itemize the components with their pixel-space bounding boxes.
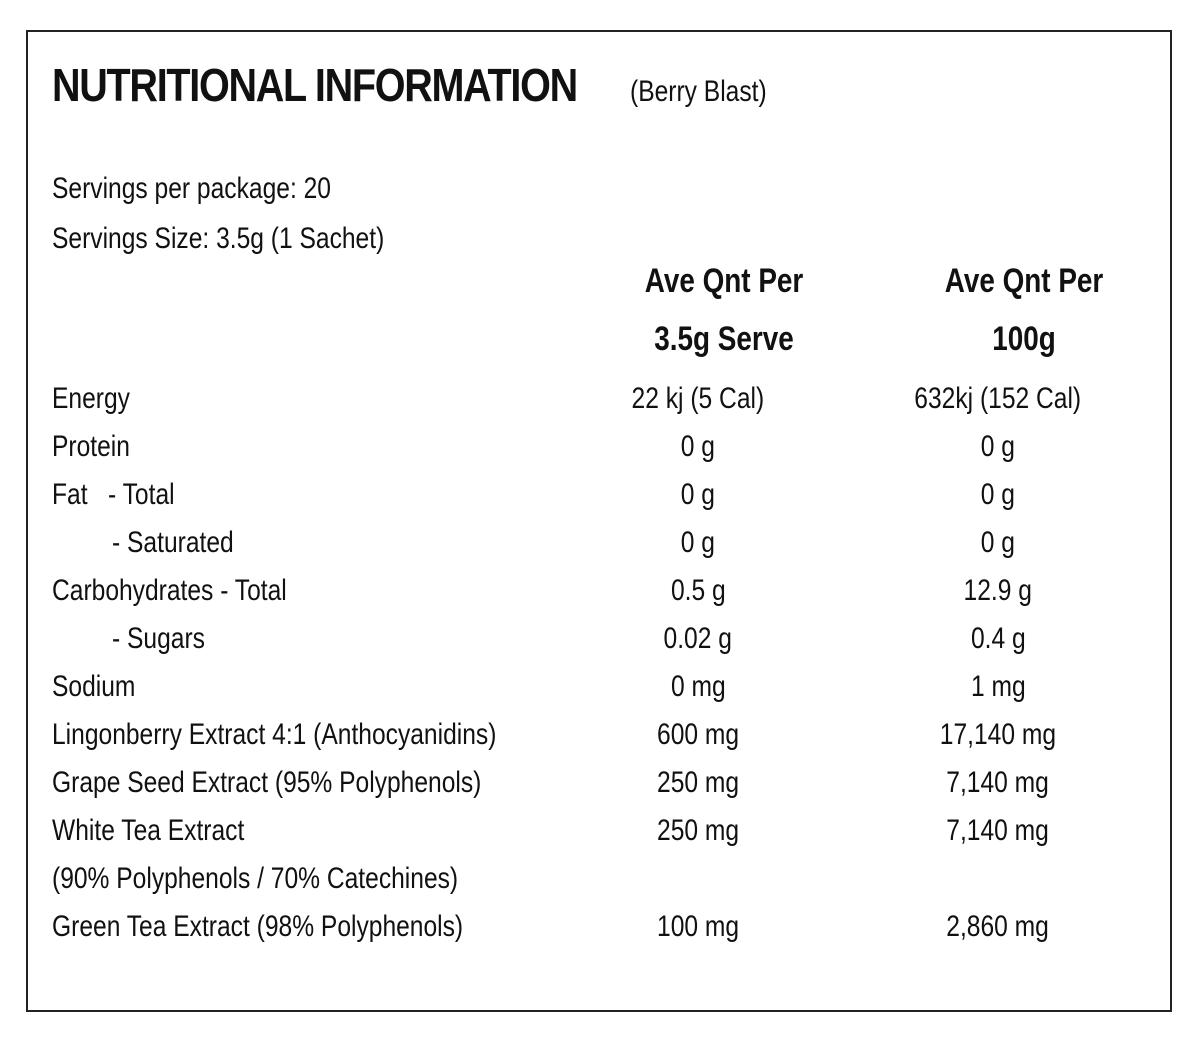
per-serve-value: 250 mg [656,766,740,799]
table-row [52,670,1112,718]
per-100g-value: 1 mg [970,670,1026,703]
column-header-per-100g-line1: Ave Qnt Per [944,262,1104,300]
row-label: Protein [52,430,130,463]
servings-per-package: Servings per package: 20 [52,172,331,205]
per-serve-value: 0 g [680,526,716,559]
row-label: Lingonberry Extract 4:1 (Anthocyanidins) [52,718,497,751]
row-label: Sodium [52,670,136,703]
column-header-per-serve-line1: Ave Qnt Per [644,262,804,300]
per-100g-value: 7,140 mg [946,814,1050,847]
per-100g-value: 12.9 g [963,574,1033,607]
table-row [52,718,1112,766]
row-label: Energy [52,382,130,415]
table-row [52,382,1112,430]
row-label: Carbohydrates - Total [52,574,287,607]
per-100g-value: 632kj (152 Cal) [914,382,1082,415]
per-100g-value: 0 g [980,430,1016,463]
row-label: - Sugars [112,622,205,655]
serving-size: Servings Size: 3.5g (1 Sachet) [52,222,385,255]
title-row [52,58,797,112]
column-header-per-100g-line2: 100g [992,320,1056,358]
row-label: Fat - Total [52,478,175,511]
per-serve-value: 250 mg [656,814,740,847]
per-serve-value [548,862,848,896]
table-row [52,766,1112,814]
table-row [52,910,1112,958]
table-row [52,622,1112,670]
column-header-per-serve [574,252,874,368]
table-row [52,526,1112,574]
per-serve-value: 0.02 g [663,622,733,655]
row-label: (90% Polyphenols / 70% Catechines) [52,862,459,895]
per-serve-value: 0 g [680,478,716,511]
table-row [52,862,1112,910]
table-row [52,478,1112,526]
per-100g-value: 17,140 mg [939,718,1057,751]
per-100g-value: 0.4 g [970,622,1026,655]
flavour-subtitle: (Berry Blast) [630,75,767,108]
per-100g-value [848,862,1148,896]
per-100g-value: 0 g [980,526,1016,559]
table-row [52,430,1112,478]
per-100g-value: 2,860 mg [946,910,1050,943]
per-serve-value: 22 kj (5 Cal) [631,382,765,415]
table-row [52,814,1112,862]
column-header-per-serve-line2: 3.5g Serve [654,320,794,358]
column-header-per-100g [874,252,1174,368]
row-label: - Saturated [112,526,234,559]
nutrition-table [52,352,1112,943]
per-100g-value: 7,140 mg [946,766,1050,799]
per-serve-value: 600 mg [656,718,740,751]
per-100g-value: 0 g [980,478,1016,511]
per-serve-value: 0 mg [670,670,726,703]
per-serve-value: 0 g [680,430,716,463]
row-label: White Tea Extract [52,814,245,847]
row-label: Green Tea Extract (98% Polyphenols) [52,910,464,943]
per-serve-value: 100 mg [656,910,740,943]
table-row [52,574,1112,622]
panel-title: NUTRITIONAL INFORMATION [52,59,577,111]
per-serve-value: 0.5 g [670,574,726,607]
row-label: Grape Seed Extract (95% Polyphenols) [52,766,482,799]
